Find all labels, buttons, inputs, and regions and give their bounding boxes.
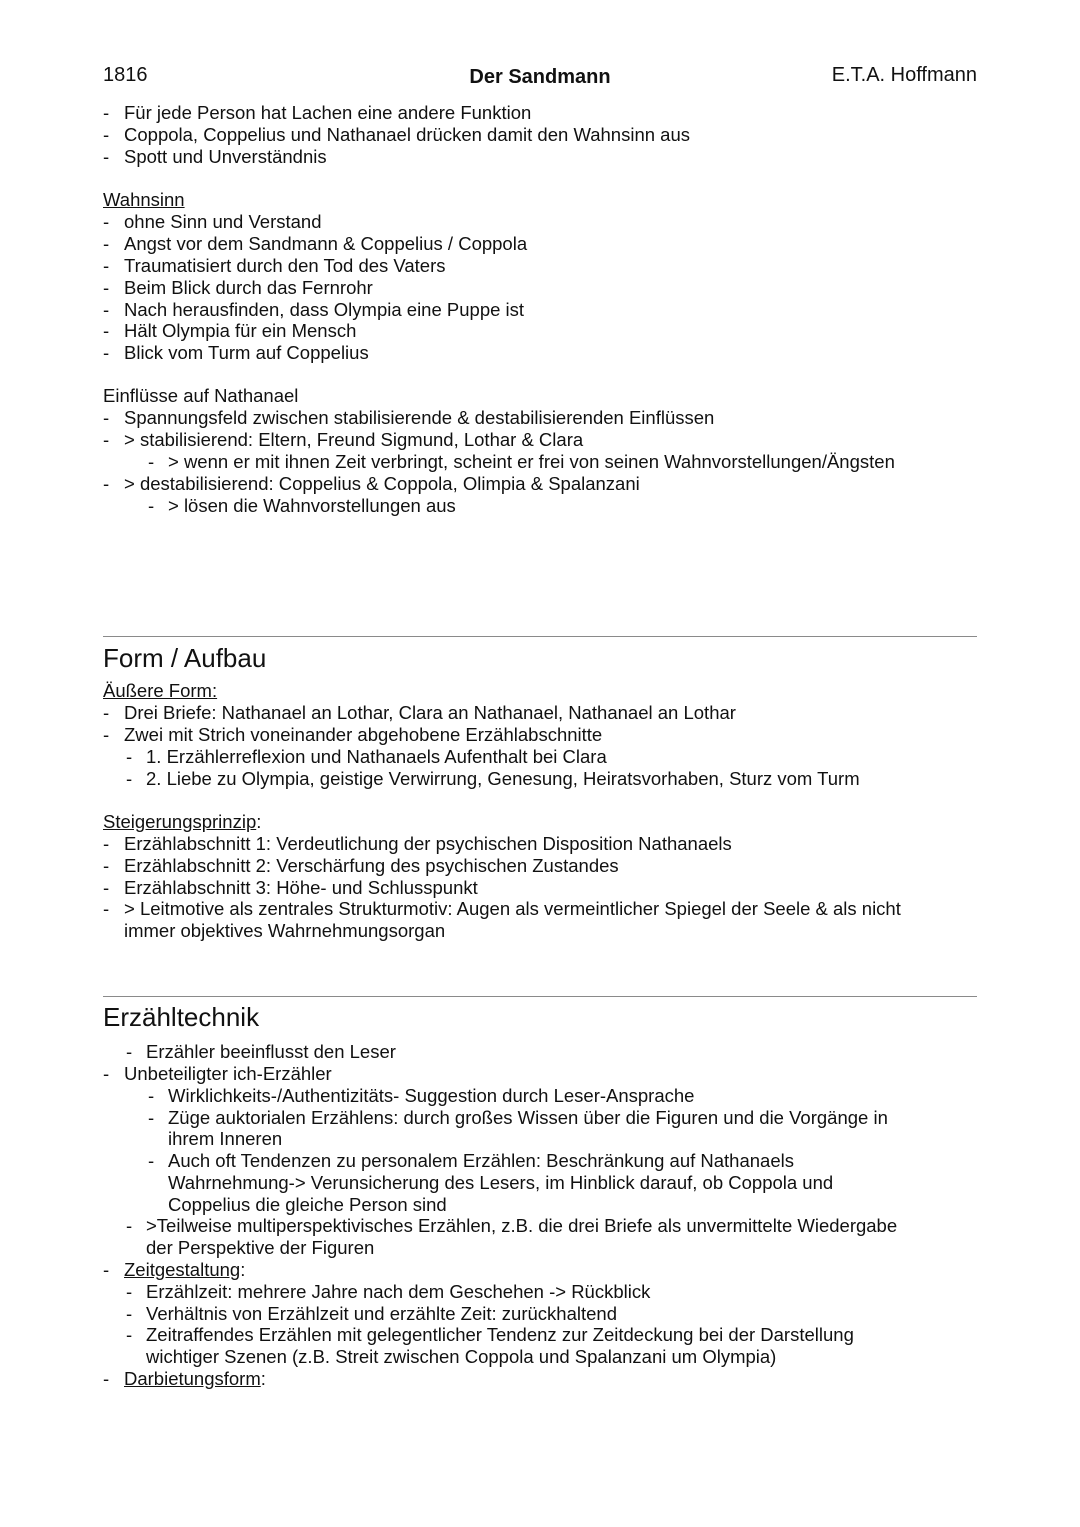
list-item: - 2. Liebe zu Olympia, geistige Verwirrung, Genesung, Heiratsvorhaben, Sturz vom Turm [126, 768, 860, 789]
document-title: Der Sandmann [469, 66, 611, 88]
list-item: - Auch oft Tendenzen zu personalem Erzählen: Beschränkung auf Nathanaels [148, 1150, 794, 1171]
list-item: - 1. Erzählerreflexion und Nathanaels Aufenthalt bei Clara [126, 746, 607, 767]
list-item: - Spannungsfeld zwischen stabilisierende & destabilisierenden Einflüssen [103, 407, 715, 428]
list-item: - Blick vom Turm auf Coppelius [103, 342, 369, 363]
list-item-continuation: Coppelius die gleiche Person sind [168, 1194, 447, 1215]
list-item: - Erzählabschnitt 3: Höhe- und Schlusspunkt [103, 877, 478, 898]
section-title-form: Form / Aufbau [103, 643, 267, 673]
list-item: - Zeitraffendes Erzählen mit gelegentlicher Tendenz zur Zeitdeckung bei der Darstellung [126, 1324, 854, 1345]
list-item-zeitgestaltung: - Zeitgestaltung: [103, 1259, 246, 1280]
list-item: - > lösen die Wahnvorstellungen aus [148, 495, 456, 516]
list-item-continuation: der Perspektive der Figuren [146, 1237, 375, 1258]
list-item: - > Leitmotive als zentrales Strukturmotiv: Augen als vermeintlicher Spiegel der Seele & als nicht [103, 898, 901, 919]
list-item: - > wenn er mit ihnen Zeit verbringt, scheint er frei von seinen Wahnvorstellungen/Ängsten [148, 451, 895, 472]
list-item-darbietungsform: - Darbietungsform: [103, 1368, 266, 1389]
list-item: - Zwei mit Strich voneinander abgehobene Erzählabschnitte [103, 724, 603, 745]
list-item: - > destabilisierend: Coppelius & Coppola, Olimpia & Spalanzani [103, 473, 640, 494]
list-item: - Spott und Unverständnis [103, 146, 327, 167]
list-item: - > stabilisierend: Eltern, Freund Sigmund, Lothar & Clara [103, 429, 584, 450]
list-item-continuation: ihrem Inneren [168, 1128, 283, 1149]
list-item: - Traumatisiert durch den Tod des Vaters [103, 255, 446, 276]
list-item: - Beim Blick durch das Fernrohr [103, 277, 373, 298]
year: 1816 [103, 64, 148, 86]
list-item: - Erzählabschnitt 1: Verdeutlichung der psychischen Disposition Nathanaels [103, 833, 732, 854]
list-item: - Drei Briefe: Nathanael an Lothar, Clara an Nathanael, Nathanael an Lothar [103, 702, 736, 723]
subheading-steigerungsprinzip: Steigerungsprinzip: [103, 811, 262, 832]
list-item: - Erzähler beeinflusst den Leser [126, 1041, 396, 1062]
list-item: - Unbeteiligter ich-Erzähler [103, 1063, 332, 1084]
list-item: - Erzählzeit: mehrere Jahre nach dem Geschehen -> Rückblick [126, 1281, 651, 1302]
list-item-continuation: Wahrnehmung-> Verunsicherung des Lesers, im Hinblick darauf, ob Coppola und [168, 1172, 834, 1193]
list-item: - Angst vor dem Sandmann & Coppelius / Coppola [103, 233, 528, 254]
section-heading-wahnsinn: Wahnsinn [103, 189, 185, 210]
list-item: - Verhältnis von Erzählzeit und erzählte Zeit: zurückhaltend [126, 1303, 617, 1324]
list-item: - Nach herausfinden, dass Olympia eine Puppe ist [103, 299, 525, 320]
list-item-continuation: wichtiger Szenen (z.B. Streit zwischen Coppola und Spalanzani um Olympia) [146, 1346, 777, 1367]
list-item: - ohne Sinn und Verstand [103, 211, 322, 232]
subheading-aeussere-form: Äußere Form: [103, 680, 218, 701]
section-heading-einfluesse: Einflüsse auf Nathanael [103, 385, 299, 406]
list-item: - Für jede Person hat Lachen eine andere Funktion [103, 102, 532, 123]
list-item: - Wirklichkeits-/Authentizitäts- Suggestion durch Leser-Ansprache [148, 1085, 695, 1106]
list-item: - Züge auktorialen Erzählens: durch großes Wissen über die Figuren und die Vorgänge in [148, 1107, 888, 1128]
list-item: - Erzählabschnitt 2: Verschärfung des psychischen Zustandes [103, 855, 619, 876]
author: E.T.A. Hoffmann [831, 64, 977, 86]
list-item: - Coppola, Coppelius und Nathanael drücken damit den Wahnsinn aus [103, 124, 690, 145]
list-item: - >Teilweise multiperspektivisches Erzählen, z.B. die drei Briefe als unvermittelte Wiedergabe [126, 1215, 898, 1236]
page-header [103, 64, 977, 92]
section-divider [103, 636, 977, 637]
list-item-continuation: immer objektives Wahrnehmungsorgan [124, 920, 446, 941]
section-title-erzaehltechnik: Erzähltechnik [103, 1002, 260, 1032]
section-divider [103, 996, 977, 997]
list-item: - Hält Olympia für ein Mensch [103, 320, 357, 341]
